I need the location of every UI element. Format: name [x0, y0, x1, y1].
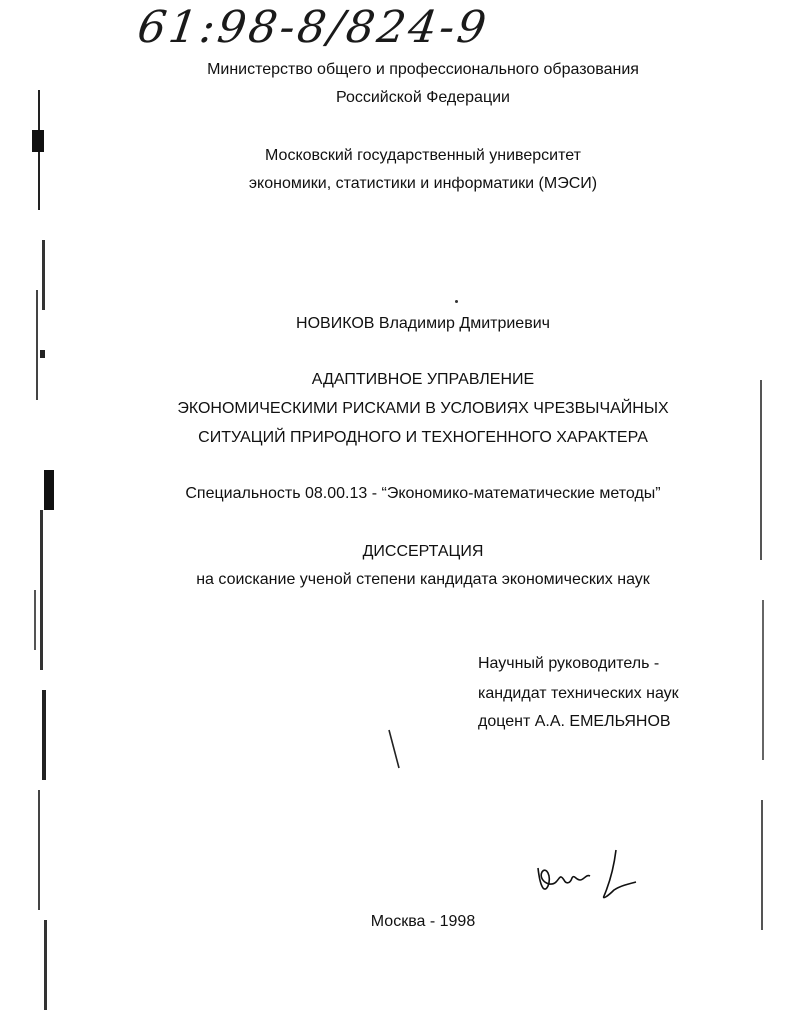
archive-number: 61:98-8/824-9 [134, 2, 492, 53]
title-line-1: АДАПТИВНОЕ УПРАВЛЕНИЕ [311, 371, 535, 388]
pen-stroke [385, 728, 405, 772]
author-name: НОВИКОВ Владимир Дмитриевич [296, 315, 550, 332]
dissertation-subtitle: на соискание ученой степени кандидата экономических наук [196, 571, 650, 588]
supervisor-line-1: Научный руководитель - [478, 655, 660, 672]
university-line-2: экономики, статистики и информатики (МЭСИ) [248, 175, 598, 192]
university-line-1: Московский государственный университет [265, 147, 581, 164]
specialty: Специальность 08.00.13 - “Экономико-математические методы” [185, 485, 661, 502]
title-line-3: СИТУАЦИЙ ПРИРОДНОГО И ТЕХНОГЕННОГО ХАРАКТЕРА [198, 429, 648, 446]
scan-right-noise [752, 380, 772, 940]
ministry-line-1: Министерство общего и профессионального образования [207, 61, 639, 78]
place-year: Москва - 1998 [370, 913, 476, 930]
title-line-2: ЭКОНОМИЧЕСКИМИ РИСКАМИ В УСЛОВИЯХ ЧРЕЗВЫЧАЙНЫХ [177, 400, 669, 417]
supervisor-line-2: кандидат технических наук [478, 685, 679, 702]
ministry-line-2: Российской Федерации [336, 89, 510, 106]
dissertation-heading: ДИССЕРТАЦИЯ [362, 543, 484, 560]
supervisor-line-3: доцент А.А. ЕМЕЛЬЯНОВ [478, 713, 671, 730]
scan-dot [455, 300, 458, 303]
signature-image [530, 846, 650, 906]
